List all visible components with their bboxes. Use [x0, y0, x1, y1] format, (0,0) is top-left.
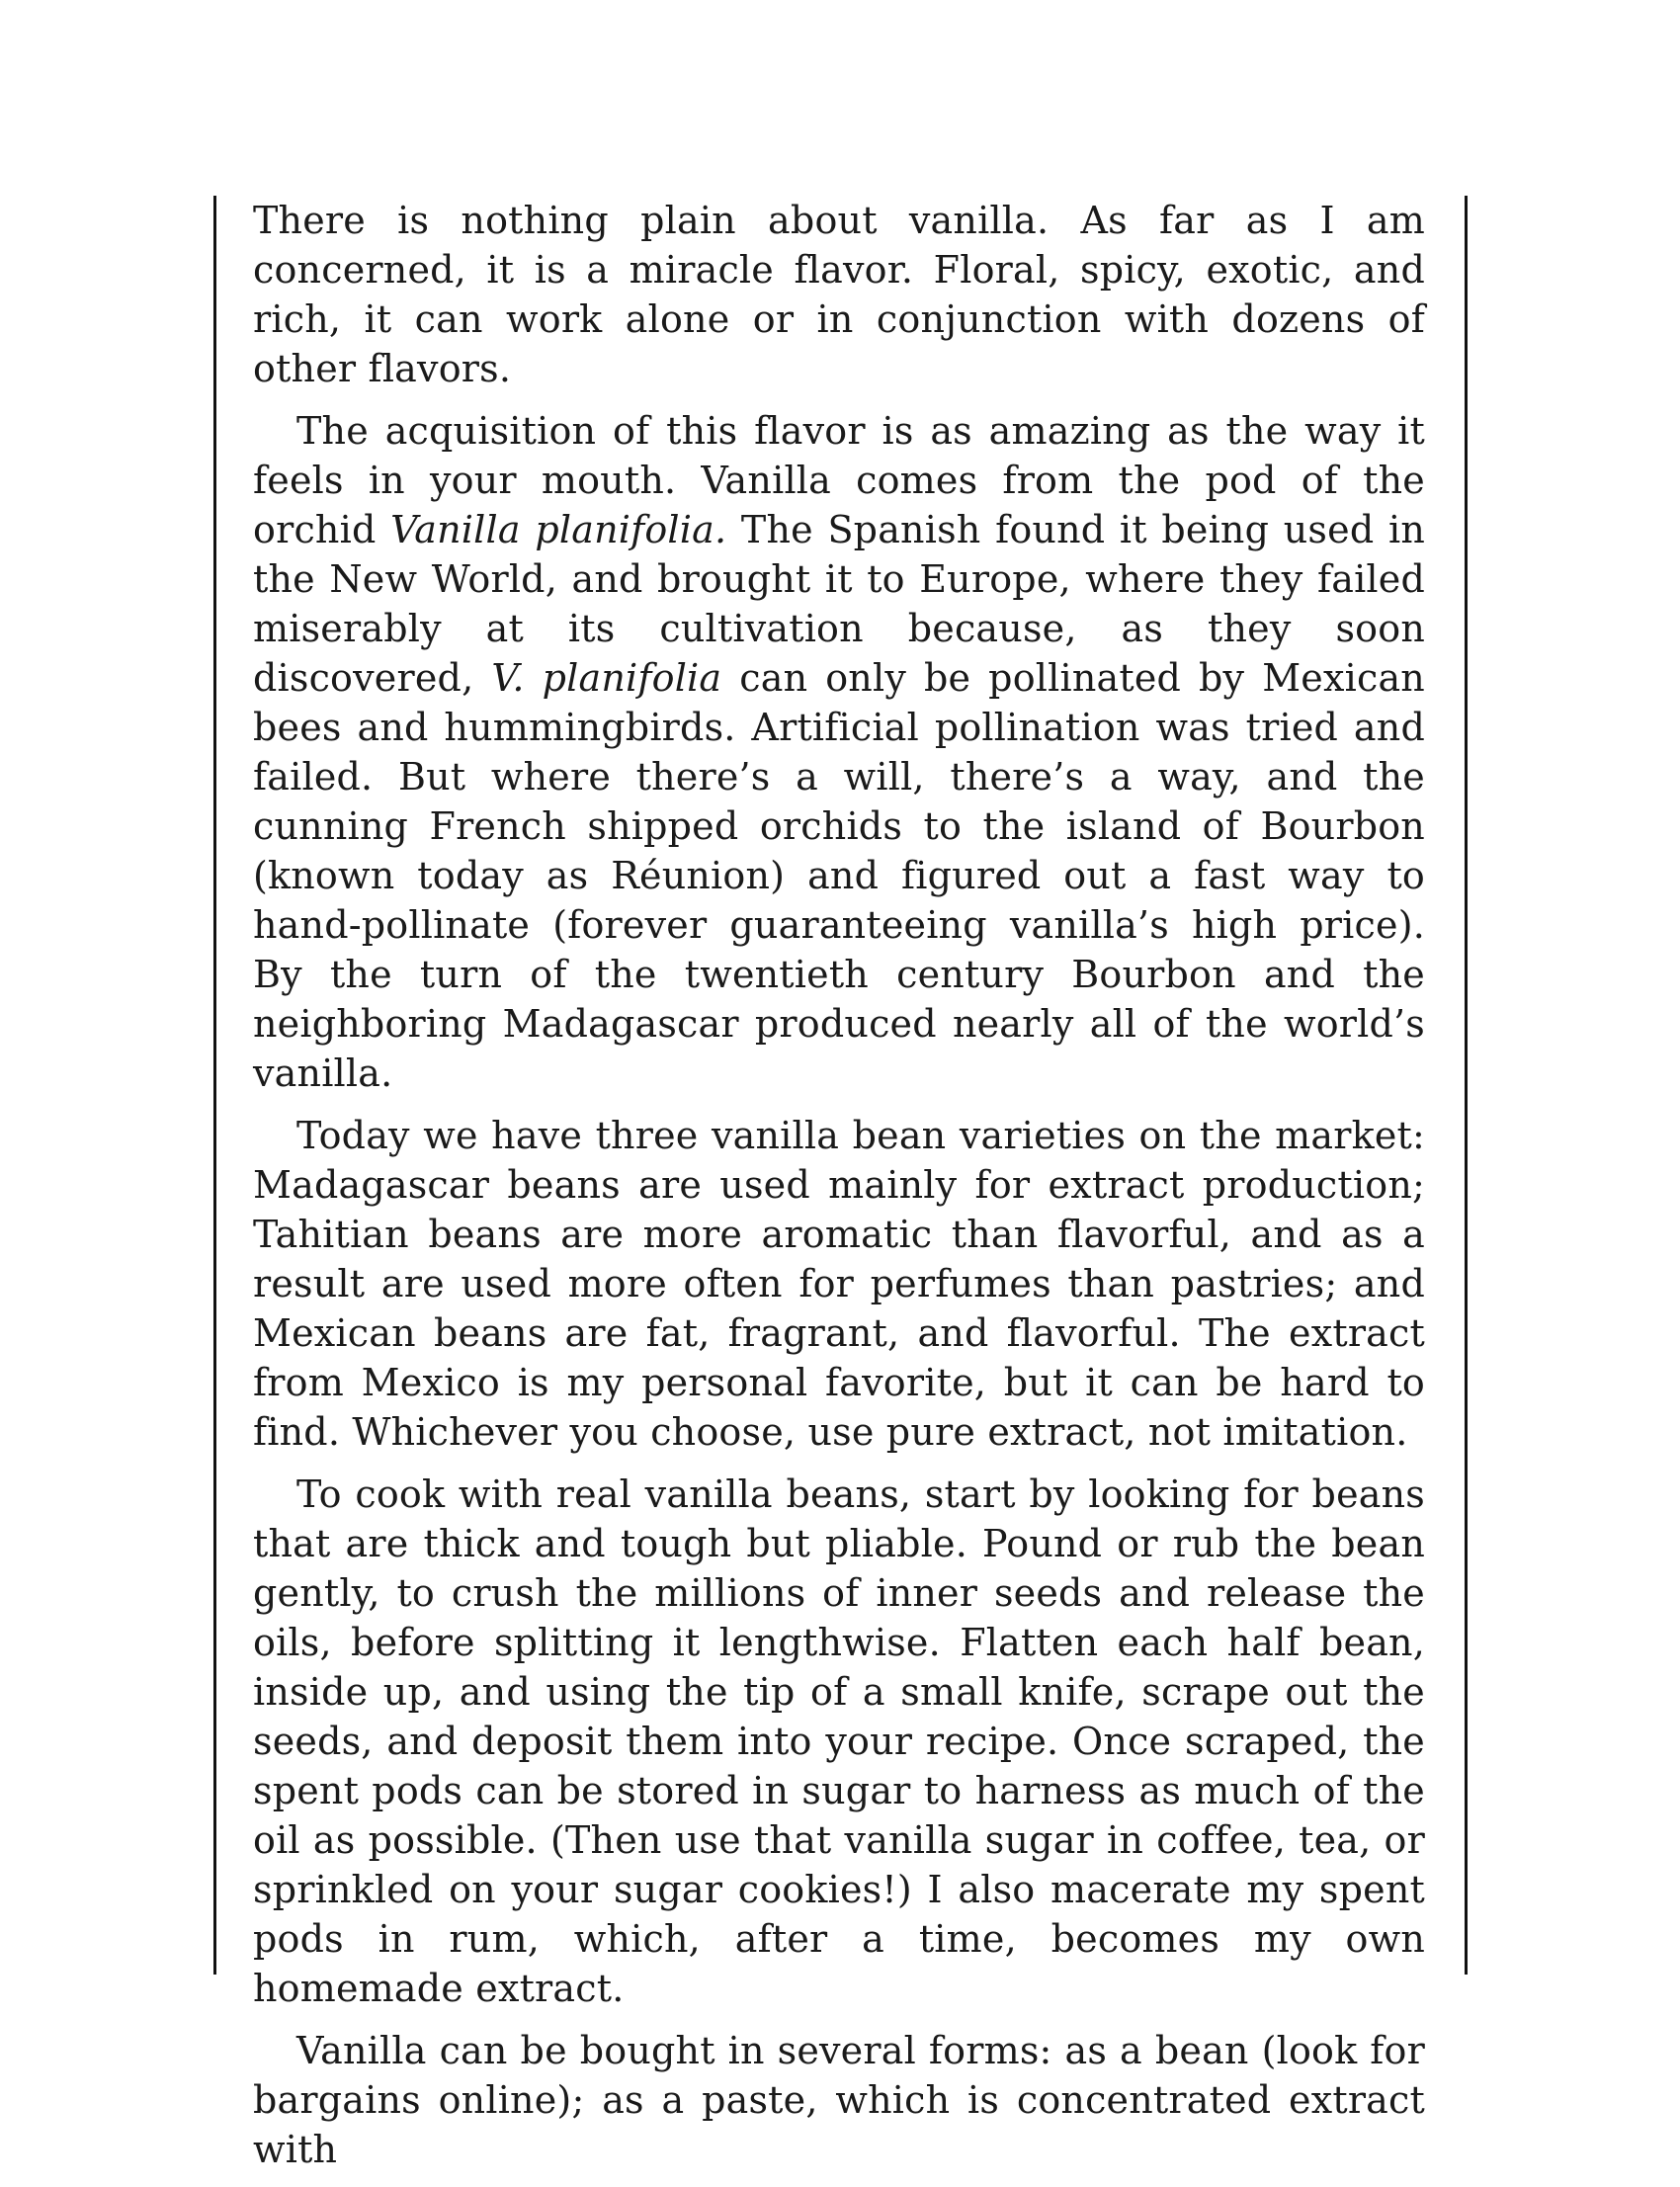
paragraph-acquisition-text-1: The acquisition of this flavor is as amazing as the way it feels in your mouth. Vanilla comes from the pod of the orchid [253, 409, 1425, 551]
paragraph-varieties: Today we have three vanilla bean varieties on the market: Madagascar beans are used mainly for extract production; Tahitian beans are more aromatic than flavorful, and as a result are used more often for perfumes than pastries; and Mexican beans are fat, fragrant, and flavorful. The extract from Mexico is my personal favorite, but it can be hard to find. Whichever you choose, use pure extract, not imitation. [253, 1114, 1425, 1454]
paragraph-cooking: To cook with real vanilla beans, start by looking for beans that are thick and tough but pliable. Pound or rub the bean gently, to crush the millions of inner seeds and release the oils, before splitting it lengthwise. Flatten each half bean, inside up, and using the tip of a small knife, scrape out the seeds, and deposit them into your recipe. Once scraped, the spent pods can be stored in sugar to harness as much of the oil as possible. (Then use that vanilla sugar in coffee, tea, or sprinkled on your sugar cookies!) I also macerate my spent pods in rum, which, after a time, becomes my own homemade extract. [253, 1472, 1425, 2010]
body-text [253, 196, 1425, 2187]
species-name-italic: Vanilla planifolia. [390, 508, 727, 551]
paragraph-acquisition-text-3: can only be pollinated by Mexican bees and hummingbirds. Artificial pollination was tried and failed. But where there’s a will, there’s a way, and the cunning French shipped orchids to the island of Bourbon (known today as Réunion) and figured out a fast way to hand-pollinate (forever guaranteeing vanilla’s high price). By the turn of the twentieth century Bourbon and the neighboring Madagascar produced nearly all of the world’s vanilla. [253, 656, 1425, 1095]
left-margin-rule [213, 196, 216, 1975]
paragraph-acquisition [253, 406, 1425, 1098]
paragraph-intro: There is nothing plain about vanilla. As far as I am concerned, it is a miracle flavor. Floral, spicy, exotic, and rich, it can work alone or in conjunction with dozens of other flavors. [253, 199, 1425, 390]
paragraph-acquisition-text-2: The Spanish found it being used in the New World, and brought it to Europe, where they failed miserably at its cultivation because, as they soon discovered, [253, 508, 1425, 700]
species-abbrev-italic: V. planifolia [491, 656, 722, 700]
right-margin-rule [1465, 196, 1468, 1975]
paragraph-forms: Vanilla can be bought in several forms: as a bean (look for bargains online); as a paste, which is concentrated extract with [253, 2029, 1425, 2171]
